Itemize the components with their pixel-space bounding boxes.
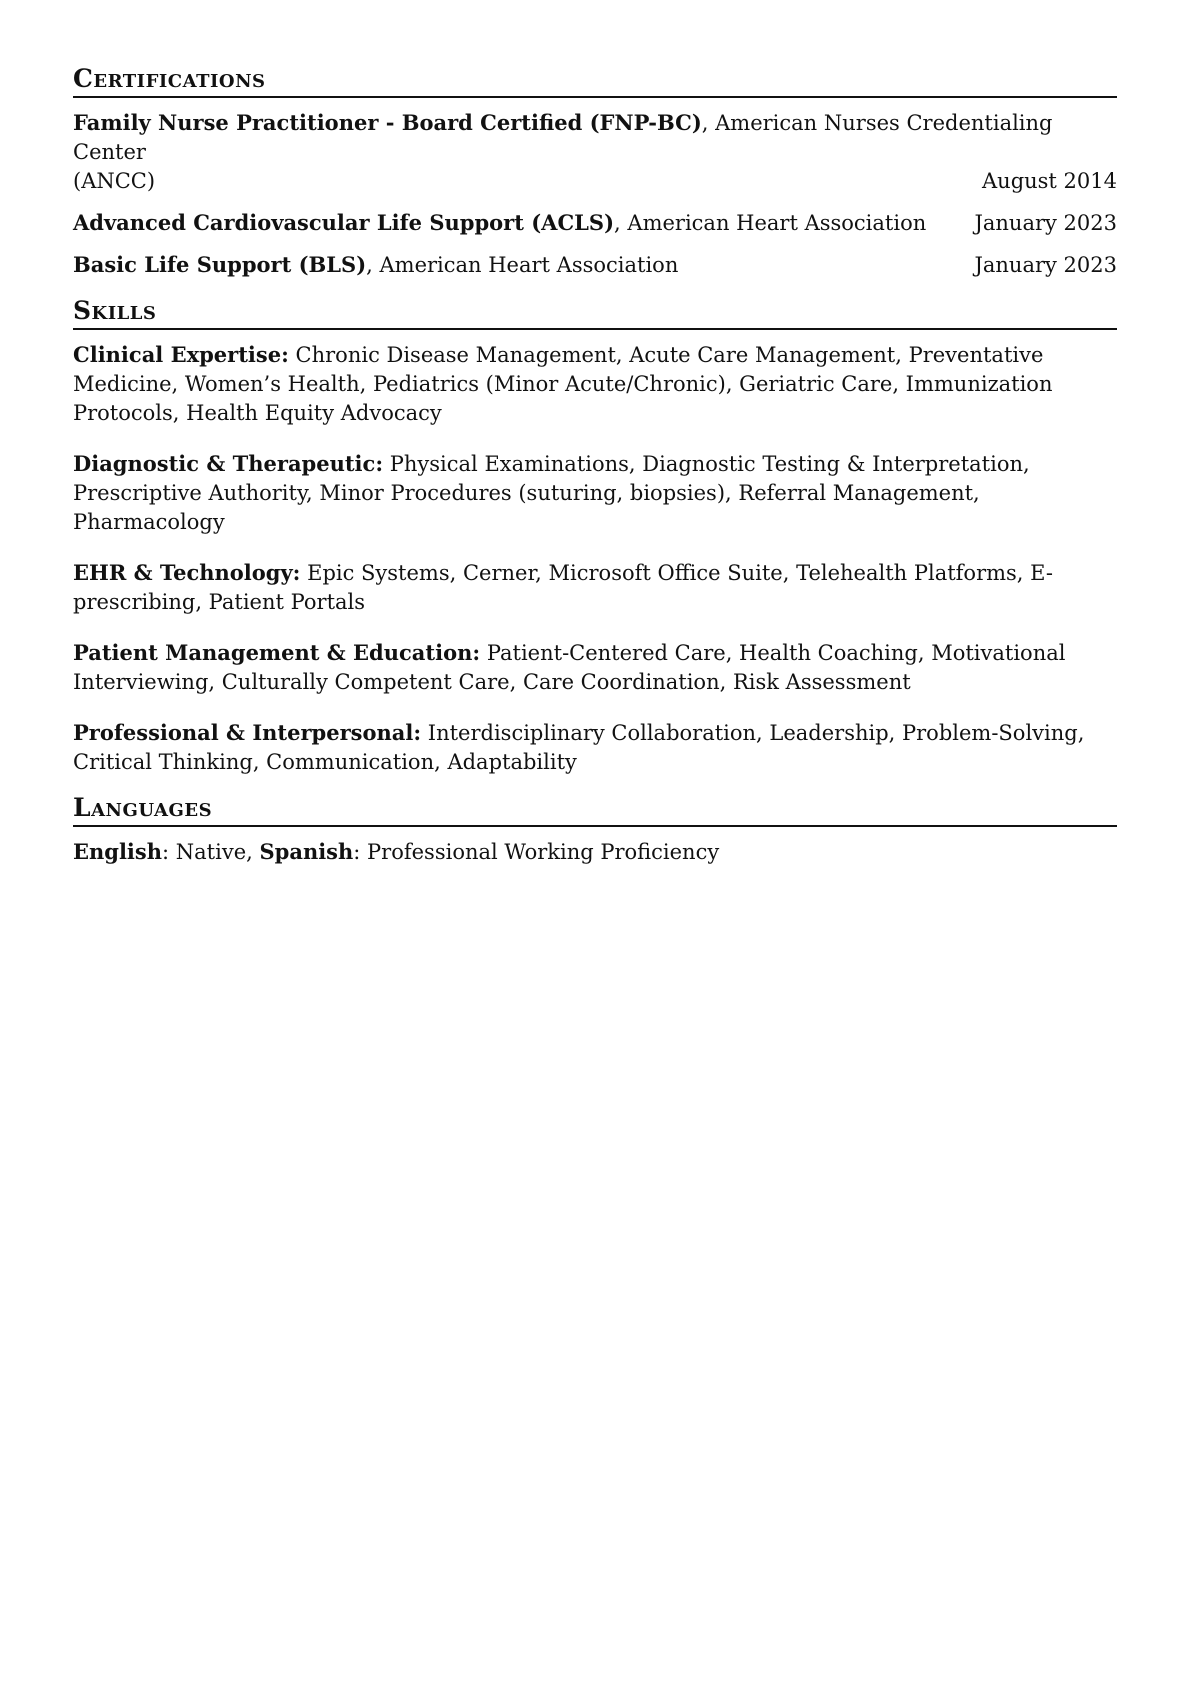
- skill-label: Diagnostic & Therapeutic:: [73, 451, 384, 476]
- cert-date: January 2023: [974, 253, 1117, 277]
- cert-sep: ,: [614, 211, 628, 235]
- cert-main: [73, 208, 974, 238]
- language-list-sep: ,: [246, 840, 260, 864]
- section-title-languages: Languages: [73, 793, 1117, 827]
- section-title-certifications: Certifications: [73, 64, 1117, 98]
- cert-sep: ,: [366, 253, 380, 277]
- skill-label: Patient Management & Education:: [73, 640, 481, 665]
- language-name: Spanish: [259, 839, 354, 864]
- cert-line: [73, 250, 1117, 280]
- cert-name: Family Nurse Practitioner - Board Certified (FNP-BC): [73, 110, 702, 135]
- skill-label: Clinical Expertise:: [73, 342, 289, 367]
- cert-name: Basic Life Support (BLS): [73, 252, 367, 277]
- skill-label: Professional & Interpersonal:: [73, 720, 422, 745]
- cert-sep: ,: [701, 111, 716, 135]
- cert-line-wrap: [73, 167, 1117, 196]
- section-title-skills: Skills: [73, 296, 1117, 330]
- cert-entry: [73, 250, 1117, 280]
- cert-line: [73, 108, 1117, 167]
- certifications-section: [73, 64, 1117, 280]
- skills-section: [73, 296, 1117, 777]
- cert-date: January 2023: [974, 211, 1117, 235]
- cert-issuer: American Nurses Credentialing Center: [73, 111, 1053, 164]
- skill-entry: [73, 340, 1117, 428]
- skill-text: Physical Examinations, Diagnostic Testing & Interpretation, Prescriptive Authority, Minor Procedures (suturing, biopsies), Referral Management, Pharmacology: [73, 452, 1030, 534]
- skill-entry: [73, 449, 1117, 537]
- language-level: Native: [175, 840, 247, 864]
- skill-label: EHR & Technology:: [73, 560, 301, 585]
- skill-entry: [73, 718, 1117, 777]
- cert-line: [73, 208, 1117, 238]
- skill-entry: [73, 638, 1117, 697]
- cert-entry: [73, 108, 1117, 196]
- language-name: English: [73, 839, 163, 864]
- cert-entry: [73, 208, 1117, 238]
- skill-text: Epic Systems, Cerner, Microsoft Office Suite, Telehealth Platforms, E-prescribing, Patient Portals: [73, 561, 1053, 614]
- languages-list: [73, 827, 1117, 867]
- cert-date: August 2014: [982, 169, 1117, 193]
- cert-main: [73, 250, 974, 280]
- certifications-list: [73, 98, 1117, 280]
- cert-issuer: American Heart Association: [627, 211, 927, 235]
- languages-line: [73, 837, 1117, 867]
- language-sep: :: [162, 840, 176, 864]
- skill-text: Interdisciplinary Collaboration, Leadership, Problem-Solving, Critical Thinking, Communication, Adaptability: [73, 721, 1085, 774]
- skill-entry: [73, 558, 1117, 617]
- languages-section: [73, 793, 1117, 867]
- language-sep: :: [353, 840, 368, 864]
- language-level: Professional Working Proficiency: [367, 840, 720, 864]
- cert-name: Advanced Cardiovascular Life Support (ACLS): [73, 210, 615, 235]
- skill-text: Patient-Centered Care, Health Coaching, Motivational Interviewing, Culturally Competent Care, Care Coordination, Risk Assessment: [73, 641, 1066, 694]
- skill-text: Chronic Disease Management, Acute Care Management, Preventative Medicine, Women’s Health, Pediatrics (Minor Acute/Chronic), Geriatric Care, Immunization Protocols, Health Equity Advocacy: [73, 343, 1053, 425]
- skills-list: [73, 330, 1117, 777]
- cert-issuer: American Heart Association: [379, 253, 679, 277]
- cert-issuer-continued: (ANCC): [73, 169, 156, 193]
